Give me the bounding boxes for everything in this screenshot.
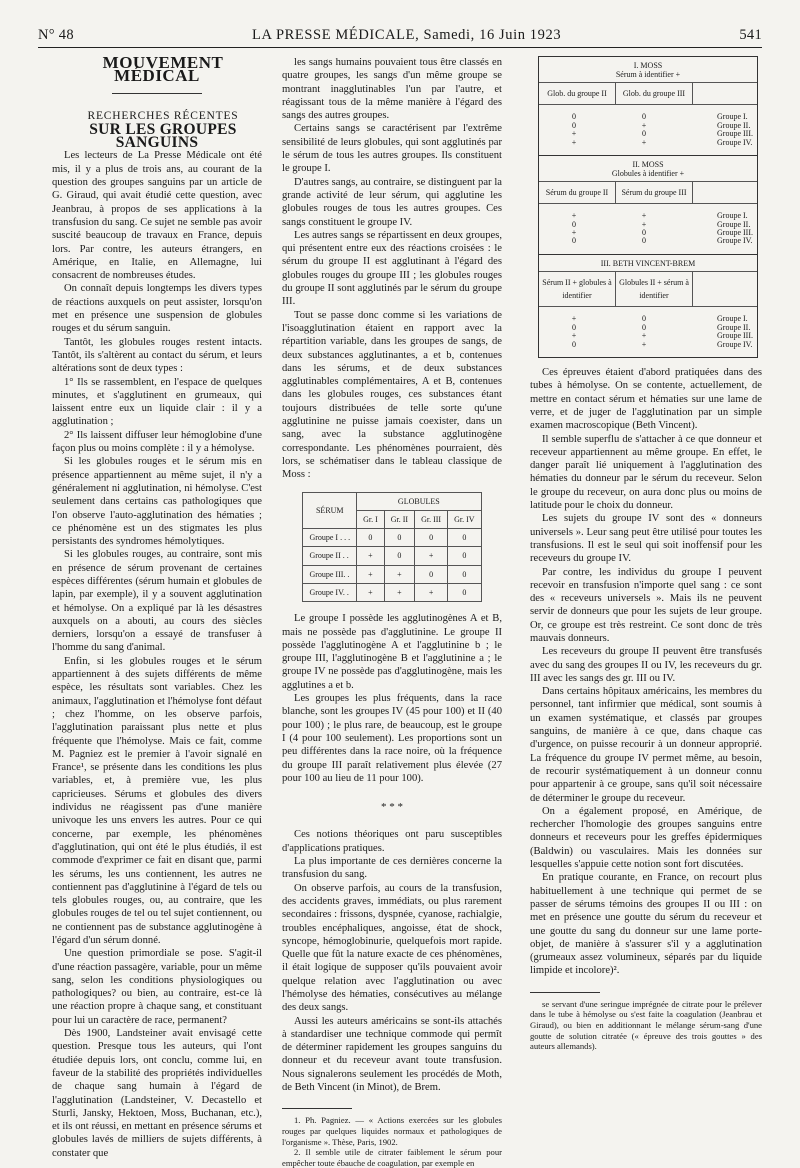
block-subtitle: Sérum à identifier + xyxy=(615,70,681,79)
column-header: Gr. II xyxy=(384,510,414,528)
footnote: 2. Il semble utile de citrater faiblement le sérum pour empêcher toute ébauche de coagulation, par exemple en xyxy=(282,1147,502,1168)
table-cell: 0 xyxy=(572,339,576,349)
row-label: Groupe III. xyxy=(717,129,753,139)
footnote-rule xyxy=(530,992,600,993)
column-1 xyxy=(52,53,262,1160)
paragraph: Si les globules rouges, au contraire, sont mis en présence de sérum provenant de certaines espèces différentes (sérum humain et globules de lapin, par exemple), il y a souvent agglutination et hémolyse. On a expliqué par là les désastres auxquels on a abouti, au cours des siècles derniers, lorsqu'on a essayé de transfuser à l'homme du sang d'animal. xyxy=(52,549,262,654)
table-cell: + xyxy=(641,339,647,349)
row-label: Groupe I. xyxy=(717,314,748,324)
table-cell: + xyxy=(415,547,448,565)
row-label: Groupe II. xyxy=(717,219,751,229)
block-columns xyxy=(539,83,757,105)
table-cell: 0 xyxy=(572,219,576,229)
column-header: Glob. du groupe II xyxy=(539,83,616,104)
table-cell: 0 xyxy=(572,112,576,122)
paragraph: Dans certains hôpitaux américains, les membres du personnel, tant infirmier que médical, sont soumis à un examen systématique, et classés par groupes sanguins, de manière à ce que, dans chaque cas d'urgence, on puisse recourir à un donneur approprié. La fréquence du groupe IV permet même, au besoin, de recourir systématiquement à un donneur connu pour appartenir à ce groupe, sans qu'il soit nécessaire de déterminer le groupe du receveur. xyxy=(530,686,762,804)
paragraph: On a également proposé, en Amérique, de rechercher l'homologie des groupes sanguins entre donneurs et receveurs pour les greffes épidermiques (Baldwin) ou vasculaires. Mais les données sur lesquelles s'appuie cette notion sont fort discutées. xyxy=(530,805,762,871)
table-row xyxy=(539,139,757,147)
table-cell: + xyxy=(641,331,647,341)
table-row xyxy=(303,547,481,565)
column-header: Globules II + sérum à identifier xyxy=(616,272,693,307)
footnote: se servant d'une seringue imprégnée de citrate pour le prélever dans le tube à hémolyse ou s'est faite la coagulation (Jeanbrau et Giraud), ou bien en additionnant le mélange sérum-sang d'une goutte de solution citratée (« épreuve des trois gouttes » des auteurs allemands). xyxy=(530,998,762,1052)
journal-title: LA PRESSE MÉDICALE, Samedi, 16 Juin 1923 xyxy=(252,27,562,43)
footnote: 1. Ph. Pagniez. — « Actions exercées sur les globules rouges par quelques liquides normaux et pathologiques de l'organisme ». Thèse, Paris, 1902. xyxy=(282,1115,502,1147)
table-cell: + xyxy=(571,228,577,238)
paragraph: Ces notions théoriques ont paru susceptibles d'applications pratiques. xyxy=(282,829,502,854)
paragraph: Enfin, si les globules rouges et le sérum appartiennent à des sujets différents de même espèce, les résultats sont variables. Chez les animaux, l'agglutination et l'hémolyse font défaut ; chez l'homme, on les observe parfois, l'agglutination paraissant plus nette et plus fréquente que l'hémolyse. Mais ce fait, comme M. Pagniez est le premier à l'avoir signalé en France¹, se présente dans les conditions les plus variables, et, à première vue, les plus capricieuses. Sérums et globules des divers individus ne réagissent pas d'une manière univoque les uns envers les autres. Pour ce qui concerne, par exemple, les phénomènes d'agglutination, qui ont été le plus étudiés, il est commode d'exprimer ce fait en disant que, parmi les sérums, les uns contiennent, les autres ne contiennent pas d'agglutinine à l'égard de tels ou tels globules rouges, ou, au contraire, que les globules rouges de tel ou tel sujet contiennent, ou ne contiennent pas de substance agglutinogène à l'égard d'un sérum donné. xyxy=(52,655,262,946)
section-rule xyxy=(112,93,202,94)
paragraph: On observe parfois, au cours de la transfusion, des accidents graves, immédiats, ou plus rarement secondaires : frissons, dyspnée, cyanose, rachialgie, troubles encéphaliques, angoisse, état de shock, syncope, hémoglobinurie, quelquefois mort rapide. Quelle que fût la nature exacte de ces phénomènes, il était logique de supposer qu'ils pouvaient avoir quelque relation avec l'agglutination ou avec l'hémolyse des hématies, consécutives au mélange des deux sangs. xyxy=(282,882,502,1014)
table-cell: + xyxy=(571,129,577,139)
page-header xyxy=(38,24,762,44)
table-cell: + xyxy=(357,583,385,601)
row-label: Groupe II. xyxy=(717,322,751,332)
table-cell: 0 xyxy=(642,314,646,324)
table-cell: 0 xyxy=(642,236,646,246)
block-header xyxy=(539,255,757,272)
block-columns xyxy=(539,272,757,308)
table-row xyxy=(303,565,481,583)
column-2 xyxy=(282,56,502,1168)
table-block xyxy=(539,57,757,155)
column-3 xyxy=(530,56,762,1052)
row-label: Groupe III. xyxy=(717,228,753,238)
row-label: Groupe III. xyxy=(717,331,753,341)
label-column xyxy=(693,83,757,104)
paragraph: D'autres sangs, au contraire, se distinguent par la grande activité de leur sérum, qui agglutine les globules rouges de tous les autres groupes. Ces sangs constituent le groupe IV. xyxy=(282,176,502,228)
paragraph: Certains sangs se caractérisent par l'extrême sensibilité de leurs globules, qui sont agglutinés par le sérum de tous les autres groupes. Ils constituent le groupe I. xyxy=(282,123,502,175)
table-cell: 0 xyxy=(448,583,481,601)
table-cell: + xyxy=(641,211,647,221)
table-cell: + xyxy=(357,565,385,583)
paragraph: Par contre, les individus du groupe I peuvent recevoir en transfusion n'importe quel sang : ce sont des « receveurs universels ». Mais ils ne peuvent servir de donneurs que pour les sujets de leur groupe. Or, ce groupe est très restreint. Ce sont donc de très mauvais donneurs. xyxy=(530,566,762,644)
article-subtitle: RECHERCHES RÉCENTES xyxy=(87,109,239,122)
paragraph: Les lecteurs de La Presse Médicale ont été mis, il y a plus de trois ans, au courant de la question des groupes sanguins par un article de G. Giraud, qui avait étudié cette question, avec Jeanbrau, à propos de ses applications à la transfusion du sang. Ce sujet ne semble pas avoir suscité beaucoup de travaux en France, depuis lors. Par contre, les auteurs étrangers, en Amérique, en Italie, en Allemagne, lui consacrent de nombreuses études. xyxy=(52,150,262,282)
column-header: Gr. III xyxy=(415,510,448,528)
footnote-rule xyxy=(282,1108,352,1109)
table-cell: 0 xyxy=(448,547,481,565)
table-cell: 0 xyxy=(415,529,448,547)
table-cell: + xyxy=(641,137,647,147)
table-cell: + xyxy=(571,331,577,341)
table-row xyxy=(539,237,757,245)
paragraph: Les groupes les plus fréquents, dans la race blanche, sont les groupes IV (45 pour 100) et II (40 pour 100) ; le plus rare, de beaucoup, est le groupe I (4 pour 100 seulement). Les proportions sont un peu différentes dans la race noire, où la fréquence du groupe III paraît relativement plus élevée (27 pour 100 au lieu de 11 pour 100). xyxy=(282,693,502,784)
table-cell: + xyxy=(415,583,448,601)
column-header: Gr. IV xyxy=(448,510,481,528)
row-label: Groupe II. xyxy=(717,120,751,130)
table-cell: 0 xyxy=(572,322,576,332)
table-block xyxy=(539,254,757,357)
table-cell: + xyxy=(384,583,414,601)
paragraph: Les sujets du groupe IV sont des « donneurs universels ». Leur sang peut être utilisé pour toutes les transfusions. Il est le seul qui soit inoffensif pour les receveurs du groupe IV. xyxy=(530,513,762,565)
table-cell: 0 xyxy=(357,529,385,547)
table-row xyxy=(539,341,757,349)
column-header: Sérum du groupe III xyxy=(616,182,693,203)
paragraph: Dès 1900, Landsteiner avait envisagé cette question. Presque tous les auteurs, qui l'ont étudiée depuis lors, ont conclu, comme lui, en faveur de la stabilité des propriétés individuelles de chaque sang humain à l'égard de l'agglutination (Landsteiner, V. Decastello et Sturli, Jansky, Hektoen, Moss, Buchanan, etc.), et ils ont réussi, en mettant en présence sérums et globules lavés de milliers de sujets différents, à constater que xyxy=(52,1028,262,1159)
table-row xyxy=(303,529,481,547)
table-cell: + xyxy=(571,137,577,147)
paragraph: Le groupe I possède les agglutinogènes A et B, mais ne possède pas d'agglutinine. Le groupe II possède l'agglutinogène A et l'agglutinine b ; le groupe III, l'agglutinogène B et l'agglutinine a ; le groupe IV ne possède pas d'agglutinogène, mais les agglutines a et b. xyxy=(282,613,502,691)
table-cell: 0 xyxy=(572,120,576,130)
paragraph: Aussi les auteurs américains se sont-ils attachés à standardiser une technique commode qui permît de déterminer rapidement les groupes sanguins du donneur et du receveur avant toute transfusion. Nous signalerons seulement les procédés de Moth, de Beth Vincent (in Minot), de Brem. xyxy=(282,1015,502,1094)
paragraph: Tout se passe donc comme si les variations de l'isoagglutination étaient en rapport avec la répartition variable, dans les groupes de sangs, de deux substances agglutinantes, a et b, contenues dans les sérums, et de deux substances agglutinables complémentaires, A et B, contenues dans les globules rouges, ces substances étant toujours distribuées de telle sorte qu'une agglutinine ne puisse jamais coexister, dans un sang, avec la substance agglutinogène correspondante. Les phénomènes pourraient, dès lors, se schématiser dans le tableau classique de Moss : xyxy=(282,309,502,481)
table-cell: 0 xyxy=(642,112,646,122)
block-body xyxy=(539,105,757,155)
table-block xyxy=(539,155,757,254)
table-cell: + xyxy=(571,314,577,324)
label-column xyxy=(693,272,757,307)
page-number: 541 xyxy=(739,27,762,43)
issue-number: N° 48 xyxy=(38,27,74,43)
table-cell: 0 xyxy=(384,547,414,565)
table-cell: 0 xyxy=(642,129,646,139)
row-label: Groupe I. xyxy=(717,211,748,221)
label-column xyxy=(693,182,757,203)
header-rule xyxy=(38,47,762,48)
row-label: Groupe III. . xyxy=(303,565,357,583)
block-body xyxy=(539,204,757,254)
paragraph: Si les globules rouges et le sérum mis en présence appartiennent au même sujet, il n'y a généralement ni agglutination, ni hémolyse. C'est seulement dans certains cas pathologiques que l'on observe l'auto-agglutination des hématies ; ce phénomène est un des stigmates les plus persistants des syndromes hémolytiques. xyxy=(52,456,262,548)
table-cell: + xyxy=(641,219,647,229)
column-header: Sérum du groupe II xyxy=(539,182,616,203)
row-label: Groupe I. xyxy=(717,112,748,122)
paragraph: Une question primordiale se pose. S'agit-il d'une réaction passagère, variable, pour un même sang, selon les conditions physiologiques ou pathologiques? ou bien, au contraire, est-ce là une réaction propre à chaque sang, et constituant pour lui un caractère de race, permanent? xyxy=(52,948,262,1026)
group-identification-table xyxy=(538,56,758,358)
row-label: Groupe I . . . xyxy=(303,529,357,547)
row-label: Groupe IV. xyxy=(717,137,753,147)
paragraph: Tantôt, les globules rouges restent intacts. Tantôt, ils s'altèrent au contact du sérum, et leurs altérations sont de deux types : xyxy=(52,336,262,375)
table-cell: + xyxy=(384,565,414,583)
column-header: Gr. I xyxy=(357,510,385,528)
serum-header: SÉRUM xyxy=(303,492,357,529)
block-title: III. BETH VINCENT-BREM xyxy=(600,258,696,268)
table-cell: 0 xyxy=(448,565,481,583)
paragraph: On connaît depuis longtemps les divers types de réactions auxquels on peut assister, lorsqu'on met en présence une suspension de globules rouges et du sérum sanguin. xyxy=(52,283,262,335)
table-cell: 0 xyxy=(448,529,481,547)
paragraph: 1° Ils se rassemblent, en l'espace de quelques minutes, et s'agglutinent en grumeaux, qui laissent entre eux un liquide clair : il y a agglutination ; xyxy=(52,376,262,428)
table-cell: + xyxy=(641,120,647,130)
table-row xyxy=(303,583,481,601)
paragraph: les sangs humains pouvaient tous être classés en quatre groupes, les sangs d'un même groupe se montrant inagglutinables l'un par l'autre, et réagissant tous de la même manière à l'égard des sangs des autres groupes. xyxy=(282,57,502,122)
paragraph: 2° Ils laissent diffuser leur hémoglobine d'une façon plus ou moins complète : il y a hémolyse. xyxy=(52,429,262,455)
paragraph: En pratique courante, en France, on recourt plus habituellement à une technique qui permet de se passer de sérums témoins des groupes II ou III : on met en présence une goutte du sérum du receveur et une goutte du sang du donneur sur une lame porte-objet, de manière à s'assurer s'il y a agglutination (grumeaux assez volumineux, séparés par du liquide limpide et incolore)². xyxy=(530,872,762,977)
globules-header: GLOBULES xyxy=(357,492,481,510)
paragraph: Il semble superflu de s'attacher à ce que donneur et receveur appartiennent au même groupe. En effet, le danger paraît lié uniquement à l'agglutination des hématies du donneur par le sérum du receveur. Selon le groupe du receveur, on aura donc plus ou moins de latitude pour le choix du donneur. xyxy=(530,433,762,512)
block-header xyxy=(539,57,757,83)
block-columns xyxy=(539,182,757,204)
table-cell: 0 xyxy=(572,236,576,246)
paragraph: Les receveurs du groupe II peuvent être transfusés avec du sang des groupes II ou IV, les receveurs du gr. III avec les sangs des gr. III ou IV. xyxy=(530,646,762,684)
paragraph: Ces épreuves étaient d'abord pratiquées dans des tubes à hémolyse. On se contente, actuellement, de mettre en contact sérum et hématies sur une lame de verre, et de juger de l'agglutination par un simple examen macroscopique (Beth Vincent). xyxy=(530,367,762,432)
table-cell: + xyxy=(357,547,385,565)
row-label: Groupe II . . xyxy=(303,547,357,565)
paragraph: Les autres sangs se répartissent en deux groupes, qui présentent entre eux des réactions croisées : le sérum du groupe II est agglutinant à l'égard des globules rouges du groupe III ; les globules rouges du groupe II sont agglutinés par le sérum du groupe III. xyxy=(282,229,502,308)
paragraph: La plus importante de ces dernières concerne la transfusion du sang. xyxy=(282,856,502,881)
block-title: II. MOSS xyxy=(632,159,664,169)
block-subtitle: Globules à identifier + xyxy=(611,168,685,178)
asterism: * * * xyxy=(381,801,403,814)
row-label: Groupe IV. xyxy=(717,339,753,349)
section-title: MOUVEMENT MÉDICAL xyxy=(102,53,224,86)
moss-table xyxy=(302,492,481,603)
column-header: Sérum II + globules à identifier xyxy=(539,272,616,307)
table-cell: 0 xyxy=(642,322,646,332)
row-label: Groupe IV. xyxy=(717,236,753,246)
table-cell: + xyxy=(571,211,577,221)
table-cell: 0 xyxy=(384,529,414,547)
column-header: Glob. du groupe III xyxy=(616,83,693,104)
block-header xyxy=(539,156,757,182)
table-cell: 0 xyxy=(642,228,646,238)
block-body xyxy=(539,307,757,357)
row-label: Groupe IV. . xyxy=(303,583,357,601)
table-cell: 0 xyxy=(415,565,448,583)
article-title: SUR LES GROUPES SANGUINS xyxy=(89,120,237,152)
block-title: I. MOSS xyxy=(633,61,663,70)
